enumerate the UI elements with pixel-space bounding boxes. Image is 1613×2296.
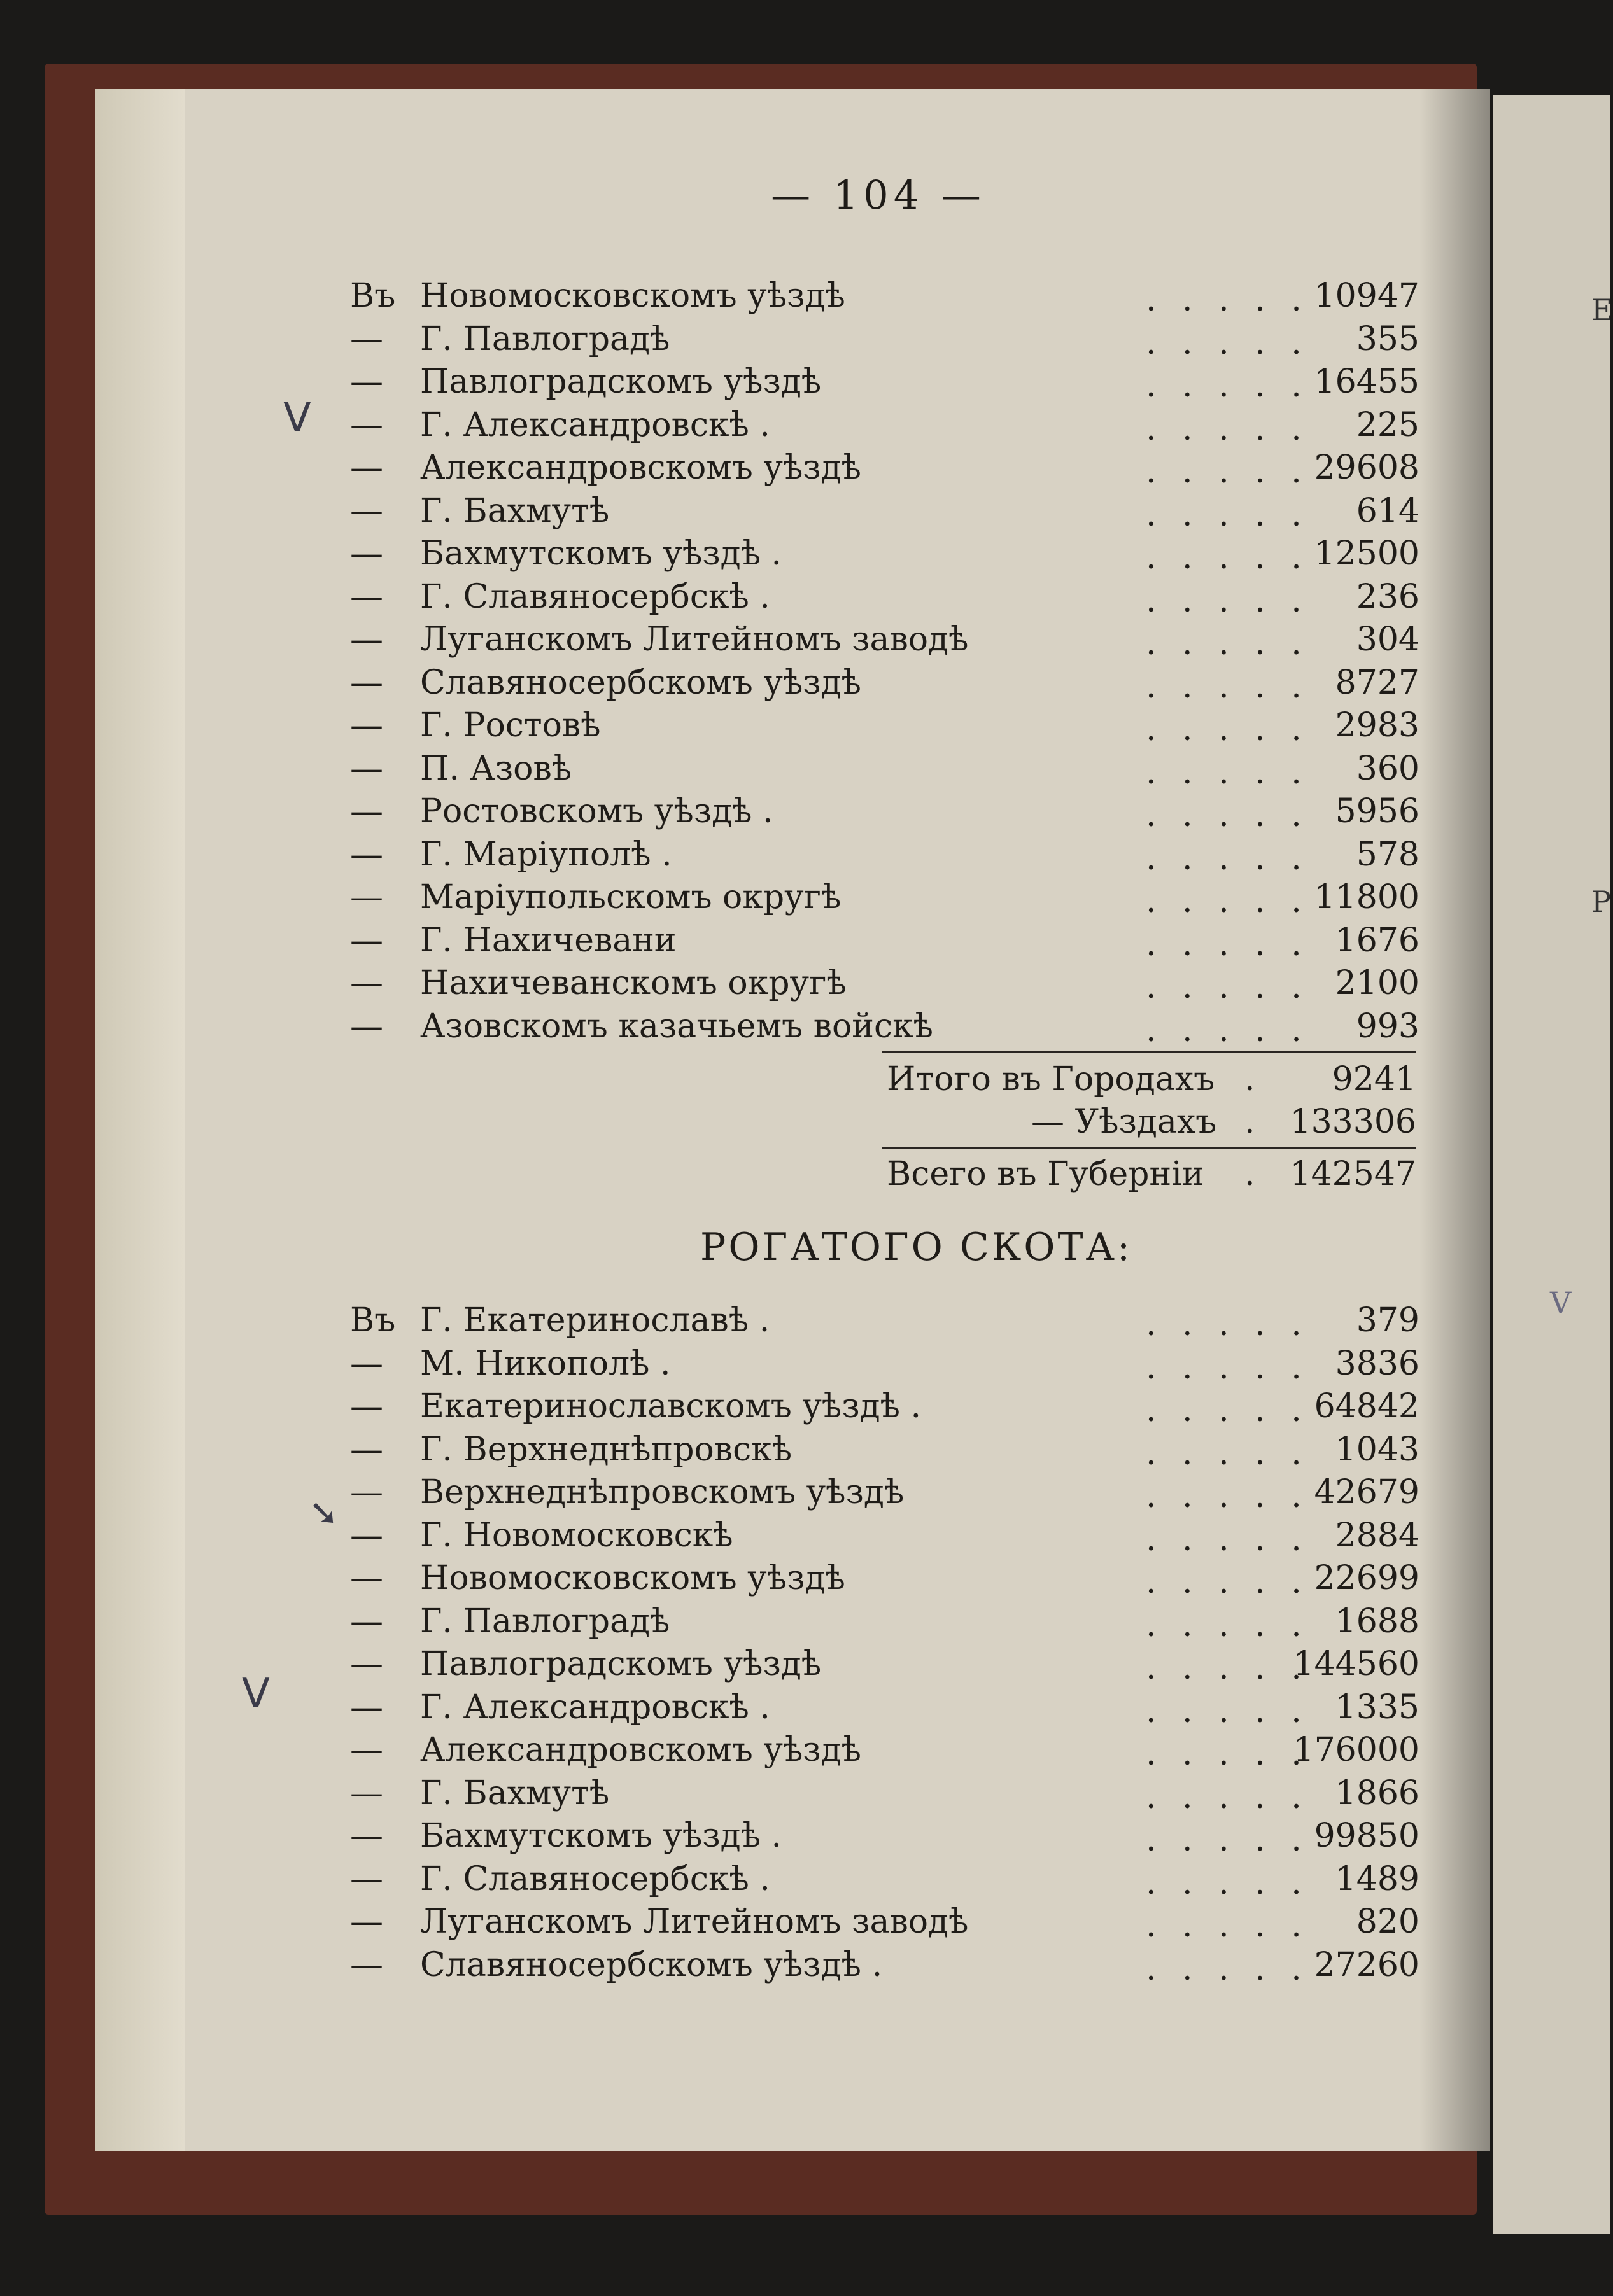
next-page-fragment: Р	[1591, 885, 1611, 919]
table-row	[350, 1473, 1419, 1514]
row-leader: . . . . .	[1146, 1520, 1309, 1558]
row-leader: . . . . .	[1146, 323, 1309, 362]
row-value: 355	[1356, 319, 1419, 358]
row-value: 176000	[1293, 1731, 1419, 1769]
table-row	[350, 1946, 1419, 1987]
row-value: 236	[1356, 577, 1419, 616]
table-row	[350, 1774, 1419, 1815]
row-label: Луганскомъ Литейномъ заводѣ	[420, 620, 969, 659]
row-leader: . . . . .	[1146, 710, 1309, 748]
row-prefix: —	[350, 363, 383, 401]
row-leader: . . . . .	[1146, 409, 1309, 448]
row-leader: . . . . .	[1146, 1649, 1309, 1687]
row-value: 3836	[1335, 1344, 1419, 1383]
row-leader: . . . . .	[1146, 1434, 1309, 1473]
row-label: Г. Бахмутѣ	[420, 491, 610, 530]
table-row	[350, 706, 1419, 747]
row-leader: . . . . .	[1146, 1606, 1309, 1644]
grand-total-label: Всего въ Губерніи	[887, 1155, 1204, 1193]
row-prefix: —	[350, 1344, 383, 1383]
row-prefix: —	[350, 792, 383, 830]
row-value: 99850	[1314, 1817, 1419, 1855]
table-row	[350, 320, 1419, 361]
table-row	[350, 750, 1419, 790]
table-row	[350, 277, 1419, 318]
row-label: Павлоградскомъ уѣздѣ	[420, 1645, 822, 1683]
row-prefix: —	[350, 405, 383, 444]
table-row	[350, 1007, 1419, 1048]
row-prefix: —	[350, 964, 383, 1002]
row-value: 29608	[1314, 449, 1419, 487]
table-row	[350, 664, 1419, 704]
margin-arrow-mark: ➘	[309, 1492, 339, 1534]
row-label: Славяносербскомъ уѣздѣ .	[420, 1945, 883, 1984]
total-dot: .	[1244, 1060, 1255, 1098]
row-label: Луганскомъ Литейномъ заводѣ	[420, 1903, 969, 1941]
row-value: 2983	[1335, 706, 1419, 745]
table-row	[350, 363, 1419, 403]
row-leader: . . . . .	[1146, 968, 1309, 1006]
table-row	[350, 964, 1419, 1005]
table-row	[350, 1731, 1419, 1772]
row-leader: . . . . .	[1146, 839, 1309, 878]
row-prefix: —	[350, 1430, 383, 1469]
row-value: 1489	[1335, 1859, 1419, 1898]
row-prefix: —	[350, 1688, 383, 1726]
row-prefix: —	[350, 835, 383, 874]
row-label: Маріупольскомъ округѣ	[420, 878, 842, 916]
next-page-mark: V	[1550, 1285, 1572, 1320]
table-row	[350, 1903, 1419, 1943]
row-leader: . . . . .	[1146, 925, 1309, 963]
row-label: П. Азовѣ	[420, 749, 572, 788]
table-row	[350, 492, 1419, 533]
row-label: Г. Ростовѣ	[420, 706, 601, 745]
section-heading: РОГАТОГО СКОТА:	[700, 1225, 1133, 1270]
row-leader: . . . . .	[1146, 667, 1309, 706]
row-value: 993	[1356, 1007, 1419, 1046]
table-row	[350, 1688, 1419, 1729]
row-label: Г. Павлоградѣ	[420, 319, 670, 358]
row-label: Александровскомъ уѣздѣ	[420, 449, 862, 487]
row-value: 16455	[1314, 363, 1419, 401]
row-label: Александровскомъ уѣздѣ	[420, 1731, 862, 1769]
table-row	[350, 792, 1419, 833]
row-label: Павлоградскомъ уѣздѣ	[420, 363, 822, 401]
row-value: 12500	[1314, 535, 1419, 573]
row-label: Г. Новомосковскѣ	[420, 1516, 733, 1555]
row-value: 225	[1356, 405, 1419, 444]
row-leader: . . . . .	[1146, 1735, 1309, 1773]
total-label: — Уѣздахъ	[1031, 1103, 1217, 1141]
row-label: Новомосковскомъ уѣздѣ	[420, 277, 845, 315]
row-prefix: Въ	[350, 277, 396, 315]
row-prefix: —	[350, 1559, 383, 1597]
row-leader: . . . . .	[1146, 1348, 1309, 1387]
table-row	[350, 878, 1419, 919]
row-prefix: —	[350, 1645, 383, 1683]
table-row	[350, 620, 1419, 661]
gutter-shadow	[1419, 89, 1490, 2151]
row-prefix: —	[350, 878, 383, 916]
row-leader: . . . . .	[1146, 1821, 1309, 1859]
row-leader: . . . . .	[1146, 538, 1309, 577]
total-dot: .	[1244, 1103, 1255, 1141]
margin-check-mark: V	[283, 395, 311, 442]
row-leader: . . . . .	[1146, 1391, 1309, 1429]
row-label: Г. Нахичевани	[420, 921, 677, 960]
row-label: Г. Александровскѣ .	[420, 405, 770, 444]
total-value: 9241	[1332, 1060, 1416, 1098]
next-page-fragment: Е	[1591, 293, 1613, 327]
row-prefix: —	[350, 706, 383, 745]
row-prefix: —	[350, 1516, 383, 1555]
row-label: Г. Верхнеднѣпровскѣ	[420, 1430, 792, 1469]
row-leader: . . . . .	[1146, 1949, 1309, 1988]
row-leader: . . . . .	[1146, 624, 1309, 662]
row-value: 8727	[1335, 663, 1419, 702]
row-prefix: —	[350, 1007, 383, 1046]
row-value: 11800	[1314, 878, 1419, 916]
row-prefix: —	[350, 319, 383, 358]
row-value: 614	[1356, 491, 1419, 530]
row-value: 379	[1356, 1301, 1419, 1340]
table-row	[350, 406, 1419, 447]
row-label: Г. Павлоградѣ	[420, 1602, 670, 1641]
table-row	[350, 1817, 1419, 1858]
row-label: Г. Екатеринославѣ .	[420, 1301, 770, 1340]
row-prefix: —	[350, 663, 383, 702]
row-label: Г. Маріуполѣ .	[420, 835, 672, 874]
table-row	[350, 836, 1419, 876]
table-row	[350, 1559, 1419, 1600]
row-label: М. Никополѣ .	[420, 1344, 671, 1383]
page-number: — 104 —	[771, 172, 986, 218]
table-row	[350, 535, 1419, 575]
table-row	[350, 1431, 1419, 1471]
row-prefix: —	[350, 921, 383, 960]
row-label: Бахмутскомъ уѣздѣ .	[420, 1817, 782, 1855]
row-value: 5956	[1335, 792, 1419, 830]
total-rule	[882, 1051, 1416, 1053]
row-leader: . . . . .	[1146, 1863, 1309, 1902]
row-label: Бахмутскомъ уѣздѣ .	[420, 535, 782, 573]
table-row	[350, 578, 1419, 619]
row-label: Новомосковскомъ уѣздѣ	[420, 1559, 845, 1597]
row-value: 10947	[1314, 277, 1419, 315]
row-label: Азовскомъ казачьемъ войскѣ	[420, 1007, 933, 1046]
row-leader: . . . . .	[1146, 1777, 1309, 1816]
total-value: 133306	[1290, 1103, 1416, 1141]
total-rule	[882, 1147, 1416, 1149]
table-row	[350, 449, 1419, 489]
row-prefix: —	[350, 1817, 383, 1855]
total-label: Итого въ Городахъ	[887, 1060, 1215, 1098]
row-prefix: —	[350, 491, 383, 530]
row-leader: . . . . .	[1146, 452, 1309, 491]
row-leader: . . . . .	[1146, 1691, 1309, 1730]
table-row	[350, 1301, 1419, 1342]
row-label: Славяносербскомъ уѣздѣ	[420, 663, 862, 702]
row-prefix: —	[350, 749, 383, 788]
row-value: 820	[1356, 1903, 1419, 1941]
grand-total-value: 142547	[1290, 1155, 1416, 1193]
row-label: Верхнеднѣпровскомъ уѣздѣ	[420, 1473, 905, 1511]
table-row	[350, 1387, 1419, 1428]
row-label: Екатеринославскомъ уѣздѣ .	[420, 1387, 922, 1425]
row-prefix: Въ	[350, 1301, 396, 1340]
row-leader: . . . . .	[1146, 753, 1309, 792]
row-leader: . . . . .	[1146, 1907, 1309, 1945]
row-leader: . . . . .	[1146, 281, 1309, 319]
table-row	[350, 1860, 1419, 1901]
row-value: 2884	[1335, 1516, 1419, 1555]
row-value: 1043	[1335, 1430, 1419, 1469]
row-label: Нахичеванскомъ округѣ	[420, 964, 847, 1002]
table-row	[350, 1602, 1419, 1643]
row-prefix: —	[350, 535, 383, 573]
row-prefix: —	[350, 1387, 383, 1425]
row-value: 144560	[1293, 1645, 1419, 1683]
page-edge	[95, 89, 185, 2151]
row-value: 42679	[1314, 1473, 1419, 1511]
row-value: 1335	[1335, 1688, 1419, 1726]
row-leader: . . . . .	[1146, 1305, 1309, 1343]
row-value: 304	[1356, 620, 1419, 659]
row-prefix: —	[350, 1731, 383, 1769]
table-row	[350, 1645, 1419, 1686]
row-value: 27260	[1314, 1945, 1419, 1984]
row-prefix: —	[350, 1903, 383, 1941]
row-label: Г. Славяносербскѣ .	[420, 577, 770, 616]
row-leader: . . . . .	[1146, 1563, 1309, 1601]
row-leader: . . . . .	[1146, 581, 1309, 620]
table-row	[350, 1516, 1419, 1557]
row-prefix: —	[350, 1774, 383, 1812]
total-dot: .	[1244, 1155, 1255, 1193]
row-leader: . . . . .	[1146, 882, 1309, 920]
row-value: 1688	[1335, 1602, 1419, 1641]
row-label: Ростовскомъ уѣздѣ .	[420, 792, 773, 830]
row-label: Г. Славяносербскѣ .	[420, 1859, 770, 1898]
row-prefix: —	[350, 1602, 383, 1641]
row-label: Г. Бахмутѣ	[420, 1774, 610, 1812]
row-value: 578	[1356, 835, 1419, 874]
row-prefix: —	[350, 1945, 383, 1984]
row-prefix: —	[350, 449, 383, 487]
row-prefix: —	[350, 1473, 383, 1511]
margin-check-mark: V	[242, 1670, 270, 1718]
row-leader: . . . . .	[1146, 495, 1309, 534]
row-prefix: —	[350, 620, 383, 659]
row-value: 64842	[1314, 1387, 1419, 1425]
row-value: 1676	[1335, 921, 1419, 960]
row-value: 22699	[1314, 1559, 1419, 1597]
table-row	[350, 921, 1419, 962]
table-row	[350, 1345, 1419, 1385]
row-prefix: —	[350, 577, 383, 616]
row-value: 1866	[1335, 1774, 1419, 1812]
row-prefix: —	[350, 1859, 383, 1898]
row-leader: . . . . .	[1146, 1477, 1309, 1515]
next-page-edge	[1493, 95, 1613, 2234]
row-leader: . . . . .	[1146, 367, 1309, 405]
row-leader: . . . . .	[1146, 1011, 1309, 1049]
row-label: Г. Александровскѣ .	[420, 1688, 770, 1726]
row-value: 360	[1356, 749, 1419, 788]
row-value: 2100	[1335, 964, 1419, 1002]
row-leader: . . . . .	[1146, 796, 1309, 834]
